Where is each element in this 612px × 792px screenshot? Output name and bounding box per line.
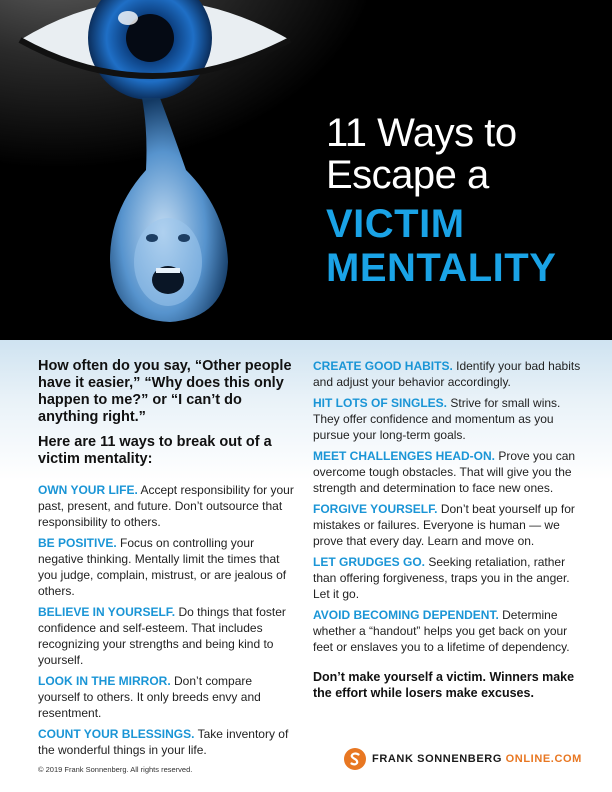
tip-own-your-life	[38, 482, 296, 530]
tip-text: Identify your bad habits and adjust your behavior accordingly.	[313, 359, 581, 389]
intro-lead: Here are 11 ways to break out of a victim mentality:	[38, 434, 272, 467]
tip-heading: HIT LOTS OF SINGLES.	[313, 396, 448, 410]
tip-text: Prove you can overcome tough obstacles. That will give you the strength and determination to face new ones.	[313, 449, 576, 495]
tip-let-grudges-go	[313, 554, 583, 602]
tip-create-good-habits	[313, 358, 583, 390]
tip-heading: AVOID BECOMING DEPENDENT.	[313, 608, 499, 622]
logo-wordmark	[372, 753, 582, 765]
tip-heading: LOOK IN THE MIRROR.	[38, 674, 171, 688]
tip-heading: MEET CHALLENGES HEAD-ON.	[313, 449, 496, 463]
intro-block	[38, 358, 296, 468]
closing-statement: Don’t make yourself a victim. Winners make the effort while losers make excuses.	[313, 670, 575, 700]
title-line-3: VICTIM	[326, 202, 465, 246]
tip-text: Don’t compare yourself to others. It only breeds envy and resentment.	[38, 674, 261, 720]
tip-look-in-the-mirror	[38, 673, 296, 721]
hero-banner	[0, 0, 612, 340]
tip-be-positive	[38, 535, 296, 599]
right-column	[313, 358, 583, 714]
tip-heading: LET GRUDGES GO.	[313, 555, 426, 569]
tip-text: Focus on controlling your negative thinking. Mentally limit the times that you judge, complain, mistrust, or are jealous of others.	[38, 536, 287, 598]
logo-s-icon	[344, 748, 366, 770]
tip-text: Take inventory of the wonderful things in your life.	[38, 727, 289, 757]
tip-count-your-blessings	[38, 726, 296, 758]
tip-heading: BE POSITIVE.	[38, 536, 117, 550]
tip-heading: COUNT YOUR BLESSINGS.	[38, 727, 195, 741]
left-column	[38, 358, 296, 763]
brand-logo[interactable]	[344, 748, 582, 770]
logo-wordmark-accent: ONLINE.COM	[505, 753, 582, 765]
tip-text: Seeking retaliation, rather than offering forgiveness, traps you in the anger. Let it go.	[313, 555, 570, 601]
intro-question: How often do you say, “Other people have it easier,” “Why does this only happen to me?” or “I can’t do anything right.”	[38, 358, 292, 425]
tip-text: Determine whether a “handout” helps you get back on your feet or enslaves you to a lifetime of dependency.	[313, 608, 570, 654]
title-line-1: 11 Ways to	[326, 111, 517, 155]
tip-text: Strive for small wins. They offer confidence and momentum as you pursue your long-term goals.	[313, 396, 561, 442]
title-line-4: MENTALITY	[326, 246, 557, 290]
tip-heading: CREATE GOOD HABITS.	[313, 359, 453, 373]
tip-text: Don’t beat yourself up for mistakes or failures. Everyone is human — we prove that every day. Learn and move on.	[313, 502, 575, 548]
tip-avoid-becoming-dependent	[313, 607, 583, 655]
tip-heading: BELIEVE IN YOURSELF.	[38, 605, 176, 619]
logo-wordmark-main: FRANK SONNENBERG	[372, 753, 506, 765]
title-line-2: Escape a	[326, 153, 489, 197]
tip-text: Do things that foster confidence and self-esteem. That includes recognizing your strengths and being kind to yourself.	[38, 605, 286, 667]
tip-hit-lots-of-singles	[313, 395, 583, 443]
tip-text: Accept responsibility for your past, present, and future. Don’t outsource that responsibility to others.	[38, 483, 294, 529]
page-title	[326, 112, 606, 290]
tip-believe-in-yourself	[38, 604, 296, 668]
tip-heading: OWN YOUR LIFE.	[38, 483, 138, 497]
tip-heading: FORGIVE YOURSELF.	[313, 502, 438, 516]
tip-forgive-yourself	[313, 501, 583, 549]
tip-meet-challenges-head-on	[313, 448, 583, 496]
copyright-notice: © 2019 Frank Sonnenberg. All rights reserved.	[38, 765, 193, 774]
